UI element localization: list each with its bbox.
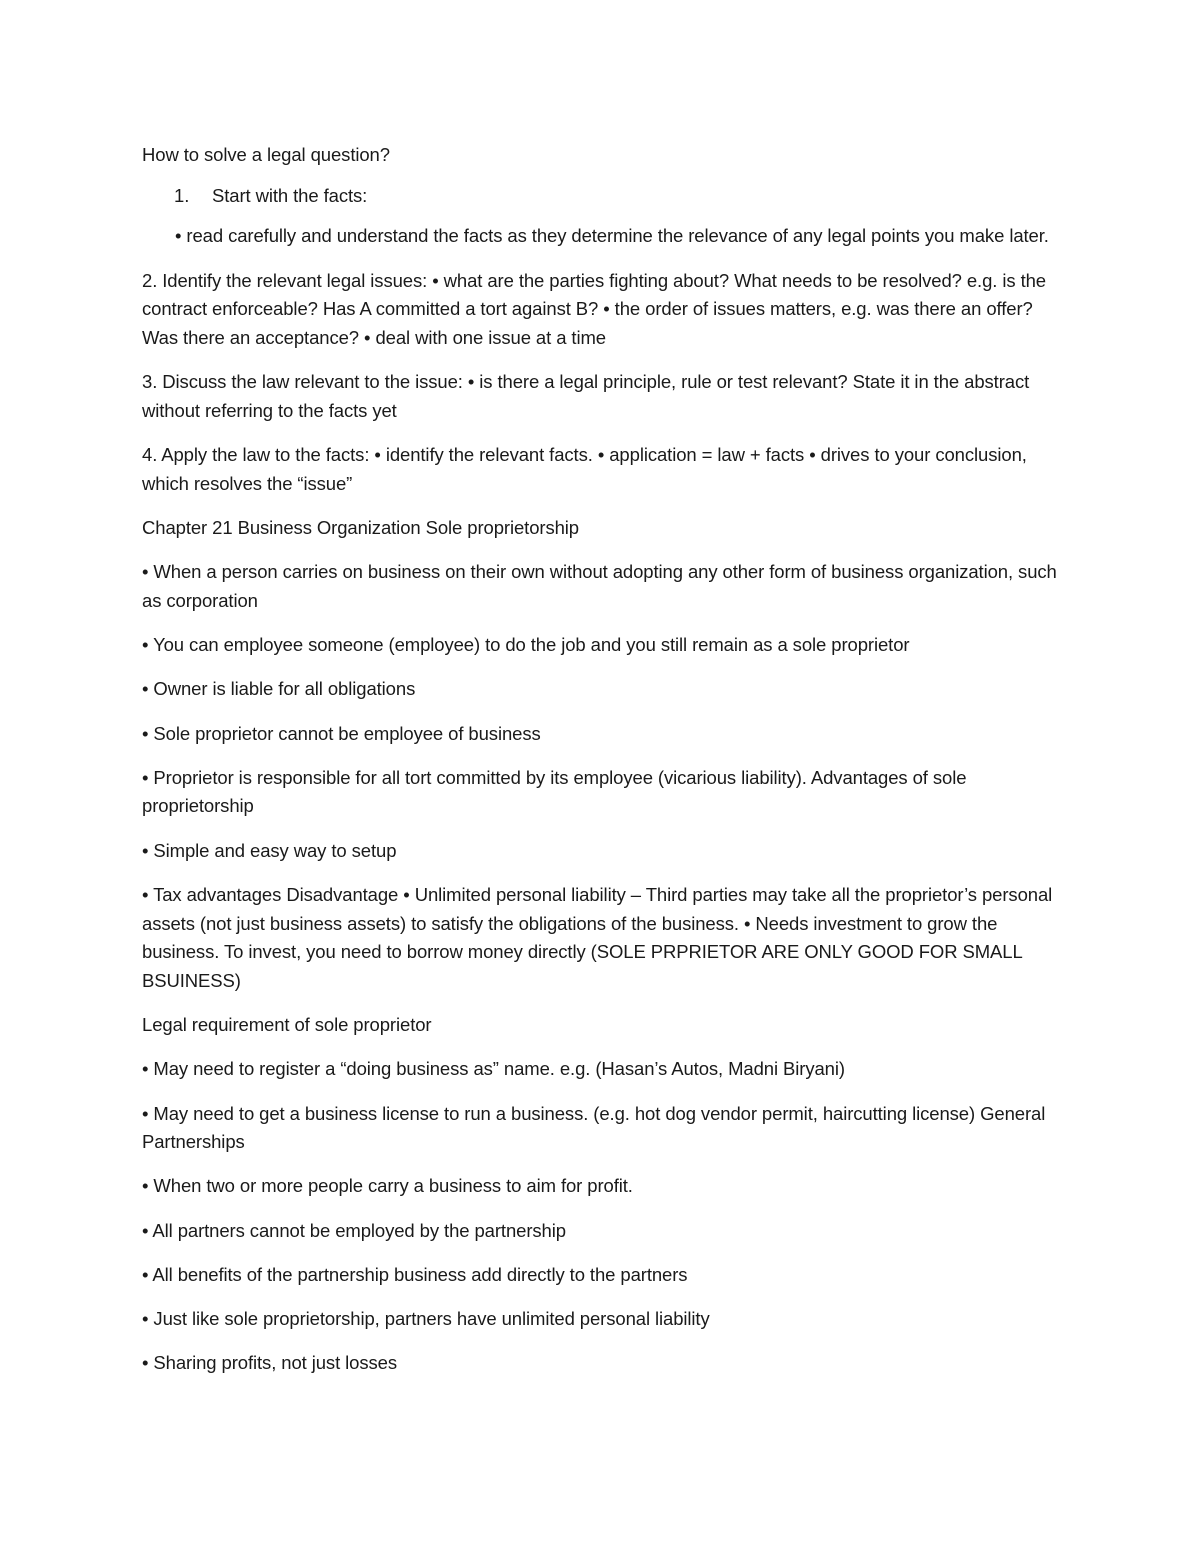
sole-point-7: • Tax advantages Disadvantage • Unlimited personal liability – Third parties may take all the proprietor’s personal assets (not just business assets) to satisfy the obligations of the business. • Needs investment to grow the business. To invest, you need to borrow money directly (SOLE PRPRIETOR ARE ONLY GOOD FOR SMALL BSUINESS) [142,883,1053,991]
legal-requirement-heading: Legal requirement of sole proprietor [142,1014,432,1036]
document-title: How to solve a legal question? [142,144,390,165]
partnership-point-4: • Just like sole proprietorship, partners have unlimited personal liability [142,1308,710,1330]
partnership-point-2: • All partners cannot be employed by the partnership [142,1219,566,1241]
chapter-heading: Chapter 21 Business Organization Sole proprietorship [142,517,579,539]
partnership-point-3: • All benefits of the partnership business add directly to the partners [142,1263,688,1285]
step-1-label: Start with the facts: [212,184,368,206]
sole-point-3: • Owner is liable for all obligations [142,678,416,700]
sole-point-6: • Simple and easy way to setup [142,839,397,861]
document-body [142,141,1067,1394]
partnership-point-5: • Sharing profits, not just losses [142,1352,398,1374]
sole-point-5: • Proprietor is responsible for all tort committed by its employee (vicarious liability). Advantages of sole proprietorship [142,766,967,817]
sole-point-2: • You can employee someone (employee) to do the job and you still remain as a sole proprietor [142,634,910,656]
step-2: 2. Identify the relevant legal issues: • what are the parties fighting about? What needs to be resolved? e.g. is the contract enforceable? Has A committed a tort against B? • the order of issues matters, e.g. was there an offer? Was there an acceptance? • deal with one issue at a time [142,269,1046,349]
partnership-point-1: • When two or more people carry a business to aim for profit. [142,1175,633,1197]
legal-requirement-point-2: • May need to get a business license to run a business. (e.g. hot dog vendor permit, haircutting license) General Partnerships [142,1102,1046,1153]
sole-point-4: • Sole proprietor cannot be employee of business [142,722,541,744]
sole-point-1: • When a person carries on business on their own without adopting any other form of business organization, such as corporation [142,561,1057,611]
step-4: 4. Apply the law to the facts: • identify the relevant facts. • application = law + facts • drives to your conclusion, which resolves the “issue” [142,444,1027,494]
legal-requirement-point-1: • May need to register a “doing business as” name. e.g. (Hasan’s Autos, Madni Biryani) [142,1058,845,1080]
step-1-number: 1. [174,184,190,206]
step-3: 3. Discuss the law relevant to the issue: • is there a legal principle, rule or test relevant? State it in the abstract without referring to the facts yet [142,371,1030,421]
step-1 [142,182,1067,211]
step-1-detail: • read carefully and understand the facts as they determine the relevance of any legal points you make later. [175,225,1049,247]
